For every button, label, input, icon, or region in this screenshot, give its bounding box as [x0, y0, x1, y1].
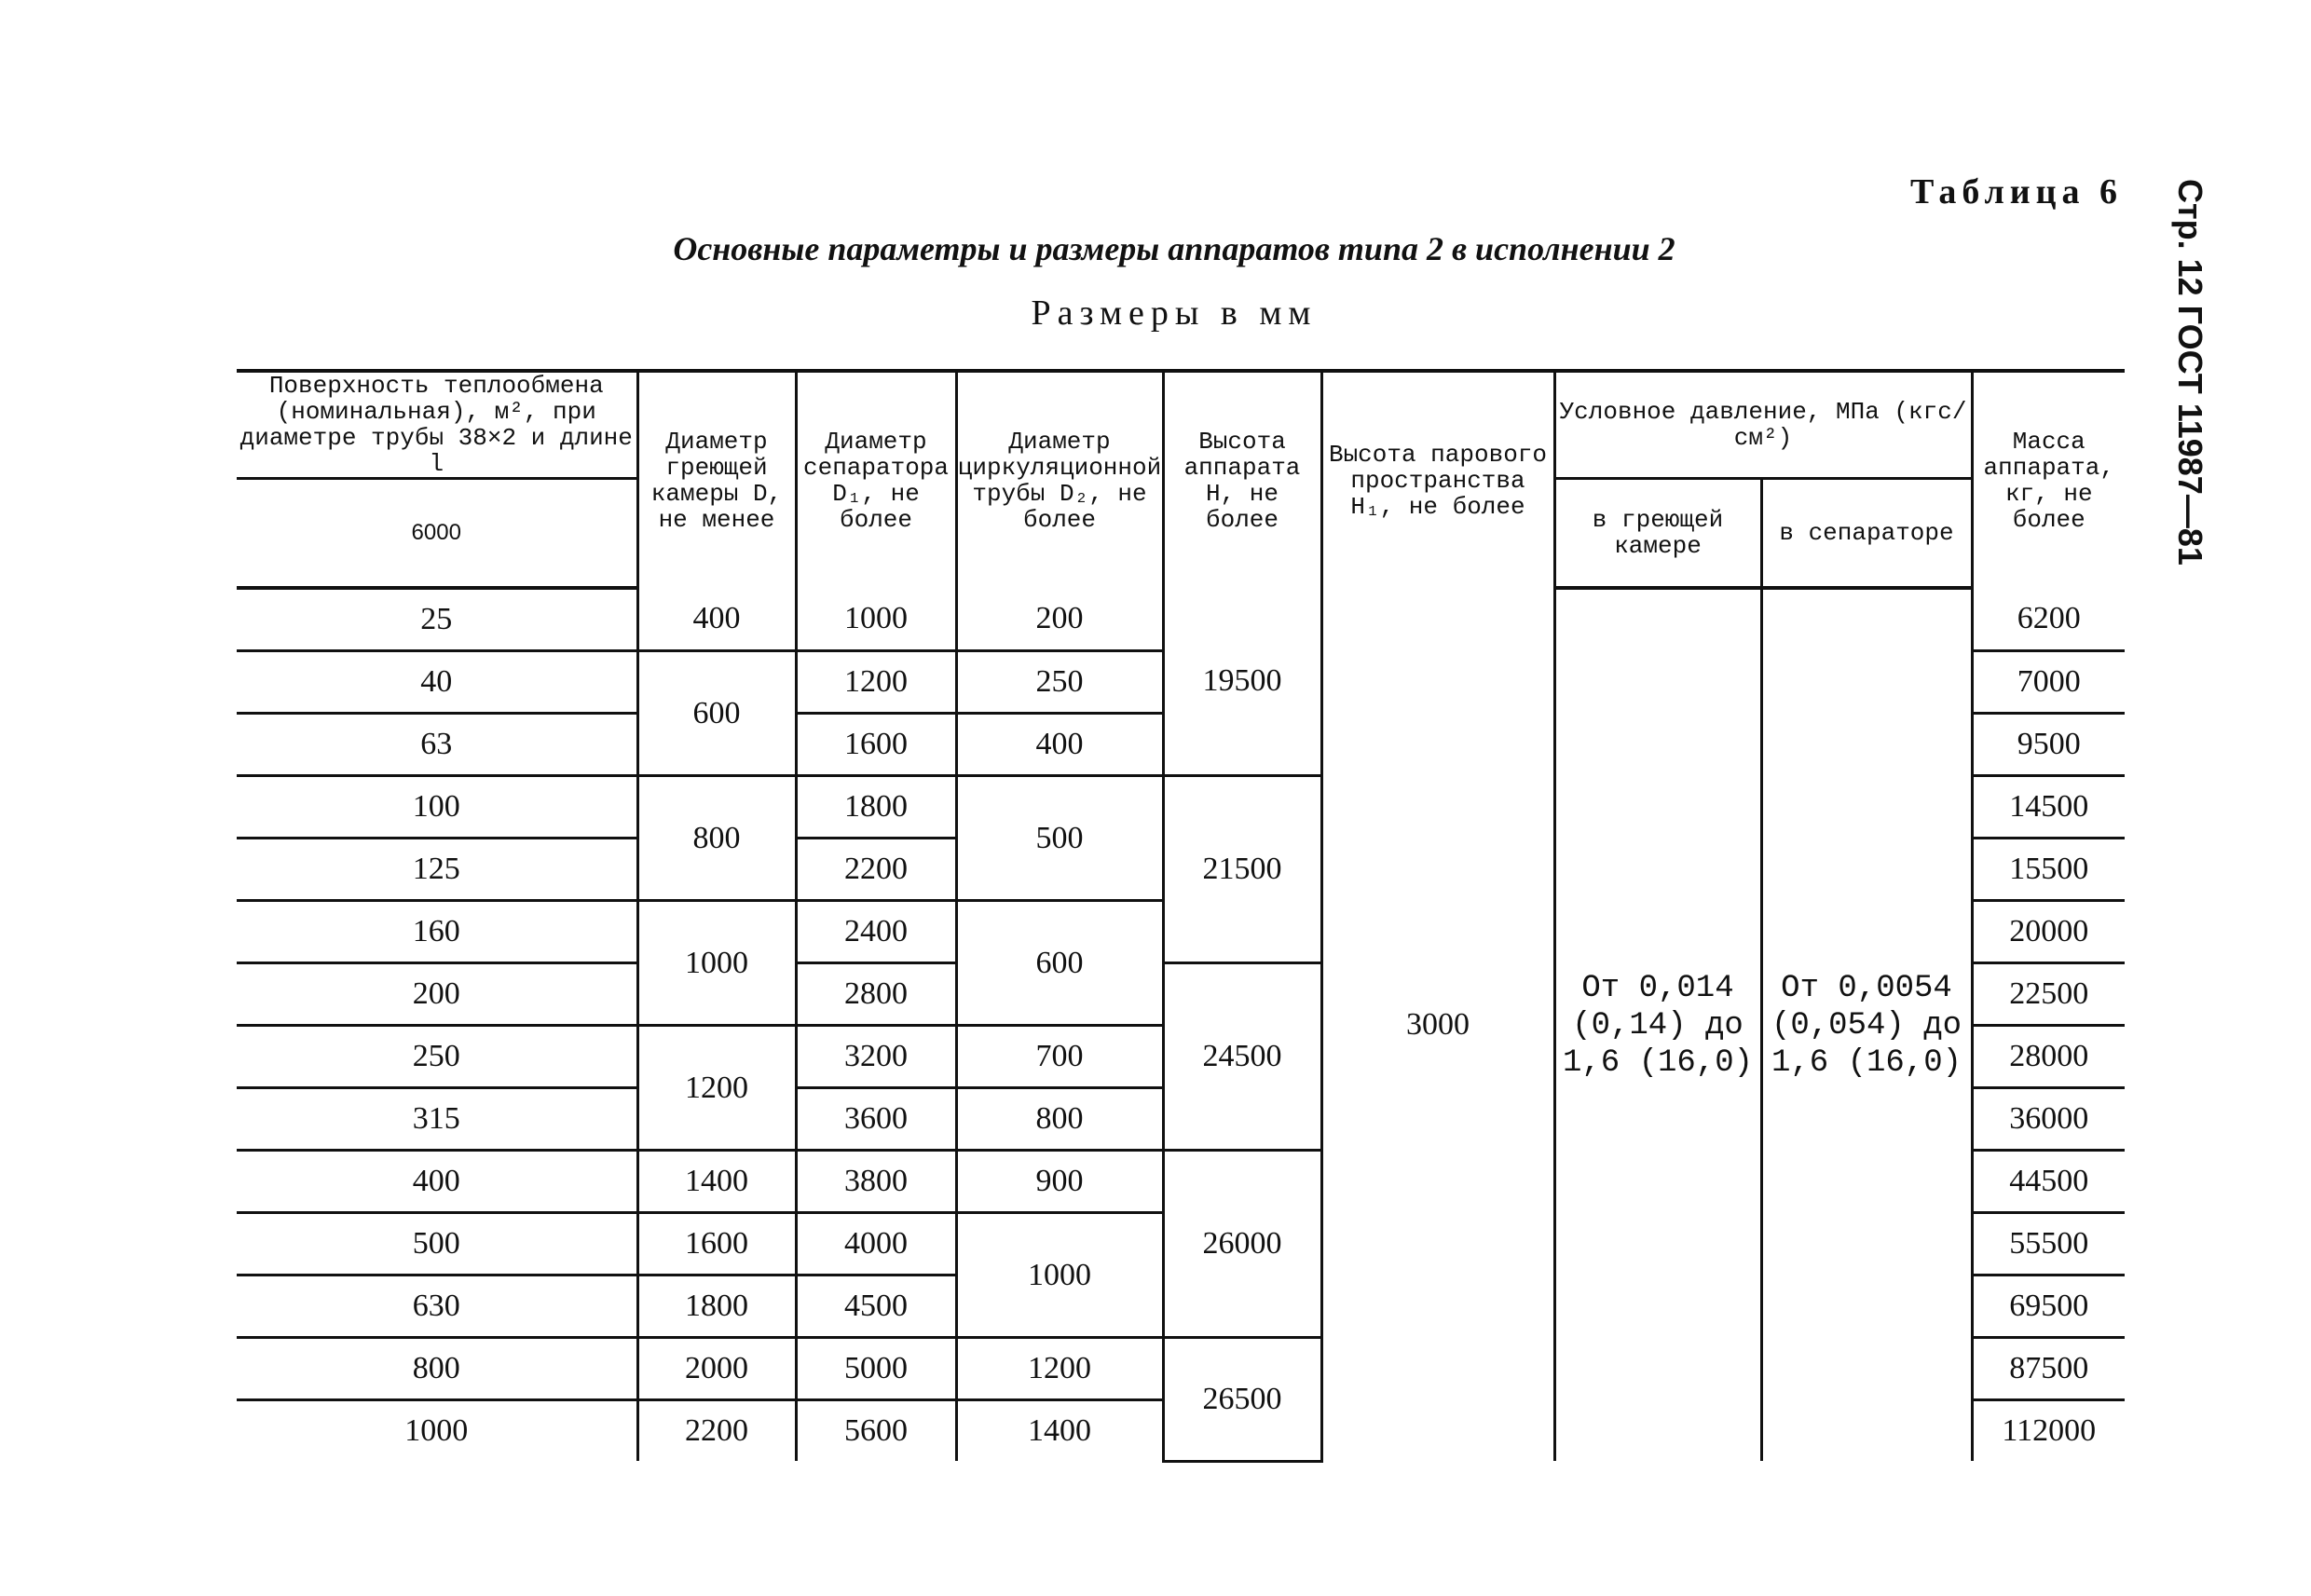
surface-cell: 160 — [237, 901, 637, 963]
header-tube-length: 6000 — [237, 479, 637, 589]
mass-cell: 9500 — [1972, 714, 2125, 776]
mass-cell: 7000 — [1972, 651, 2125, 714]
circulation-diameter-cell: 800 — [956, 1088, 1163, 1151]
chamber-diameter-cell: 600 — [637, 651, 796, 776]
steam-space-height-cell: 3000 — [1321, 588, 1554, 1461]
circulation-diameter-cell: 250 — [956, 651, 1163, 714]
surface-cell: 800 — [237, 1338, 637, 1400]
mass-cell: 69500 — [1972, 1275, 2125, 1338]
mass-cell: 14500 — [1972, 776, 2125, 839]
surface-cell: 200 — [237, 963, 637, 1026]
separator-diameter-cell: 2800 — [796, 963, 956, 1026]
table-caption: Основные параметры и размеры аппаратов типа 2 в исполнении 2 — [673, 230, 1675, 267]
parameters-table — [237, 373, 2125, 1463]
separator-diameter-cell: 5600 — [796, 1400, 956, 1462]
mass-cell: 15500 — [1972, 839, 2125, 901]
circulation-diameter-cell: 1200 — [956, 1338, 1163, 1400]
surface-cell: 500 — [237, 1213, 637, 1275]
chamber-diameter-cell: 400 — [637, 588, 796, 651]
header-mass: Масса аппарата, кг, не более — [1972, 373, 2125, 588]
header-steam-space-height: Высота парового пространства H₁, не более — [1321, 373, 1554, 588]
mass-cell: 36000 — [1972, 1088, 2125, 1151]
surface-cell: 100 — [237, 776, 637, 839]
chamber-diameter-cell: 800 — [637, 776, 796, 901]
header-chamber-diameter: Диаметр греющей камеры D, не менее — [637, 373, 796, 588]
mass-cell: 87500 — [1972, 1338, 2125, 1400]
header-pressure-separator: в сепараторе — [1761, 479, 1972, 589]
mass-cell: 55500 — [1972, 1213, 2125, 1275]
separator-diameter-cell: 2200 — [796, 839, 956, 901]
separator-diameter-cell: 3800 — [796, 1151, 956, 1213]
separator-diameter-cell: 1600 — [796, 714, 956, 776]
separator-diameter-cell: 2400 — [796, 901, 956, 963]
surface-cell: 1000 — [404, 1413, 469, 1448]
units-note: Размеры в мм — [1031, 293, 1318, 333]
chamber-diameter-cell: 1000 — [637, 901, 796, 1026]
apparatus-height-cell: 21500 — [1163, 776, 1321, 963]
separator-diameter-cell: 1200 — [796, 651, 956, 714]
header-separator-diameter: Диаметр сепаратора D₁, не более — [796, 373, 956, 588]
header-apparatus-height: Высота аппарата H, не более — [1163, 373, 1321, 588]
side-header-text: Стр. 12 ГОСТ 11987—81 — [2171, 179, 2209, 566]
surface-cell: 40 — [237, 651, 637, 714]
header-nominal-pressure: Условное давление, МПа (кгс/см²) — [1554, 373, 1972, 479]
circulation-diameter-cell: 1000 — [956, 1213, 1163, 1338]
circulation-diameter-cell: 400 — [956, 714, 1163, 776]
circulation-diameter-cell: 700 — [956, 1026, 1163, 1088]
surface-cell: 630 — [237, 1275, 637, 1338]
separator-diameter-cell: 1800 — [796, 776, 956, 839]
surface-cell: 25 — [237, 588, 637, 651]
header-pressure-chamber: в греющей камере — [1554, 479, 1761, 589]
separator-diameter-cell: 3600 — [796, 1088, 956, 1151]
header-circulation-diameter: Диаметр циркуляционной трубы D₂, не более — [956, 373, 1163, 588]
chamber-diameter-cell: 1400 — [637, 1151, 796, 1213]
circulation-diameter-cell: 900 — [956, 1151, 1163, 1213]
surface-cell: 125 — [237, 839, 637, 901]
circulation-diameter-cell: 200 — [956, 588, 1163, 651]
chamber-diameter-cell: 1200 — [637, 1026, 796, 1151]
apparatus-height-cell: 26500 — [1163, 1338, 1321, 1462]
mass-cell: 28000 — [1972, 1026, 2125, 1088]
circulation-diameter-cell: 600 — [956, 901, 1163, 1026]
circulation-diameter-cell: 1400 — [956, 1400, 1163, 1462]
mass-cell: 20000 — [1972, 901, 2125, 963]
mass-cell: 6200 — [1972, 588, 2125, 651]
separator-diameter-cell: 5000 — [796, 1338, 956, 1400]
surface-cell: 315 — [237, 1088, 637, 1151]
surface-cell: 400 — [237, 1151, 637, 1213]
separator-diameter-cell: 4500 — [796, 1275, 956, 1338]
surface-cell: 63 — [237, 714, 637, 776]
chamber-diameter-cell: 1600 — [637, 1213, 796, 1275]
chamber-diameter-cell: 2000 — [637, 1338, 796, 1400]
separator-diameter-cell: 3200 — [796, 1026, 956, 1088]
side-page-header — [2162, 179, 2218, 589]
mass-cell: 22500 — [1972, 963, 2125, 1026]
table-number: Таблица 6 — [1910, 172, 2124, 211]
header-surface: Поверхность теплообмена (номинальная), м², при диаметре трубы 38×2 и длине l — [239, 372, 633, 478]
chamber-diameter-cell: 2200 — [637, 1400, 796, 1462]
surface-cell: 250 — [237, 1026, 637, 1088]
separator-diameter-cell: 4000 — [796, 1213, 956, 1275]
mass-cell: 44500 — [1972, 1151, 2125, 1213]
pressure-chamber-cell: От 0,014 (0,14) до 1,6 (16,0) — [1554, 588, 1761, 1461]
pressure-separator-cell: От 0,0054 (0,054) до 1,6 (16,0) — [1761, 588, 1972, 1461]
apparatus-height-cell: 19500 — [1163, 588, 1321, 776]
chamber-diameter-cell: 1800 — [637, 1275, 796, 1338]
apparatus-height-cell: 24500 — [1163, 963, 1321, 1151]
circulation-diameter-cell: 500 — [956, 776, 1163, 901]
apparatus-height-cell: 26000 — [1163, 1151, 1321, 1338]
separator-diameter-cell: 1000 — [796, 588, 956, 651]
mass-cell: 112000 — [1972, 1400, 2125, 1462]
